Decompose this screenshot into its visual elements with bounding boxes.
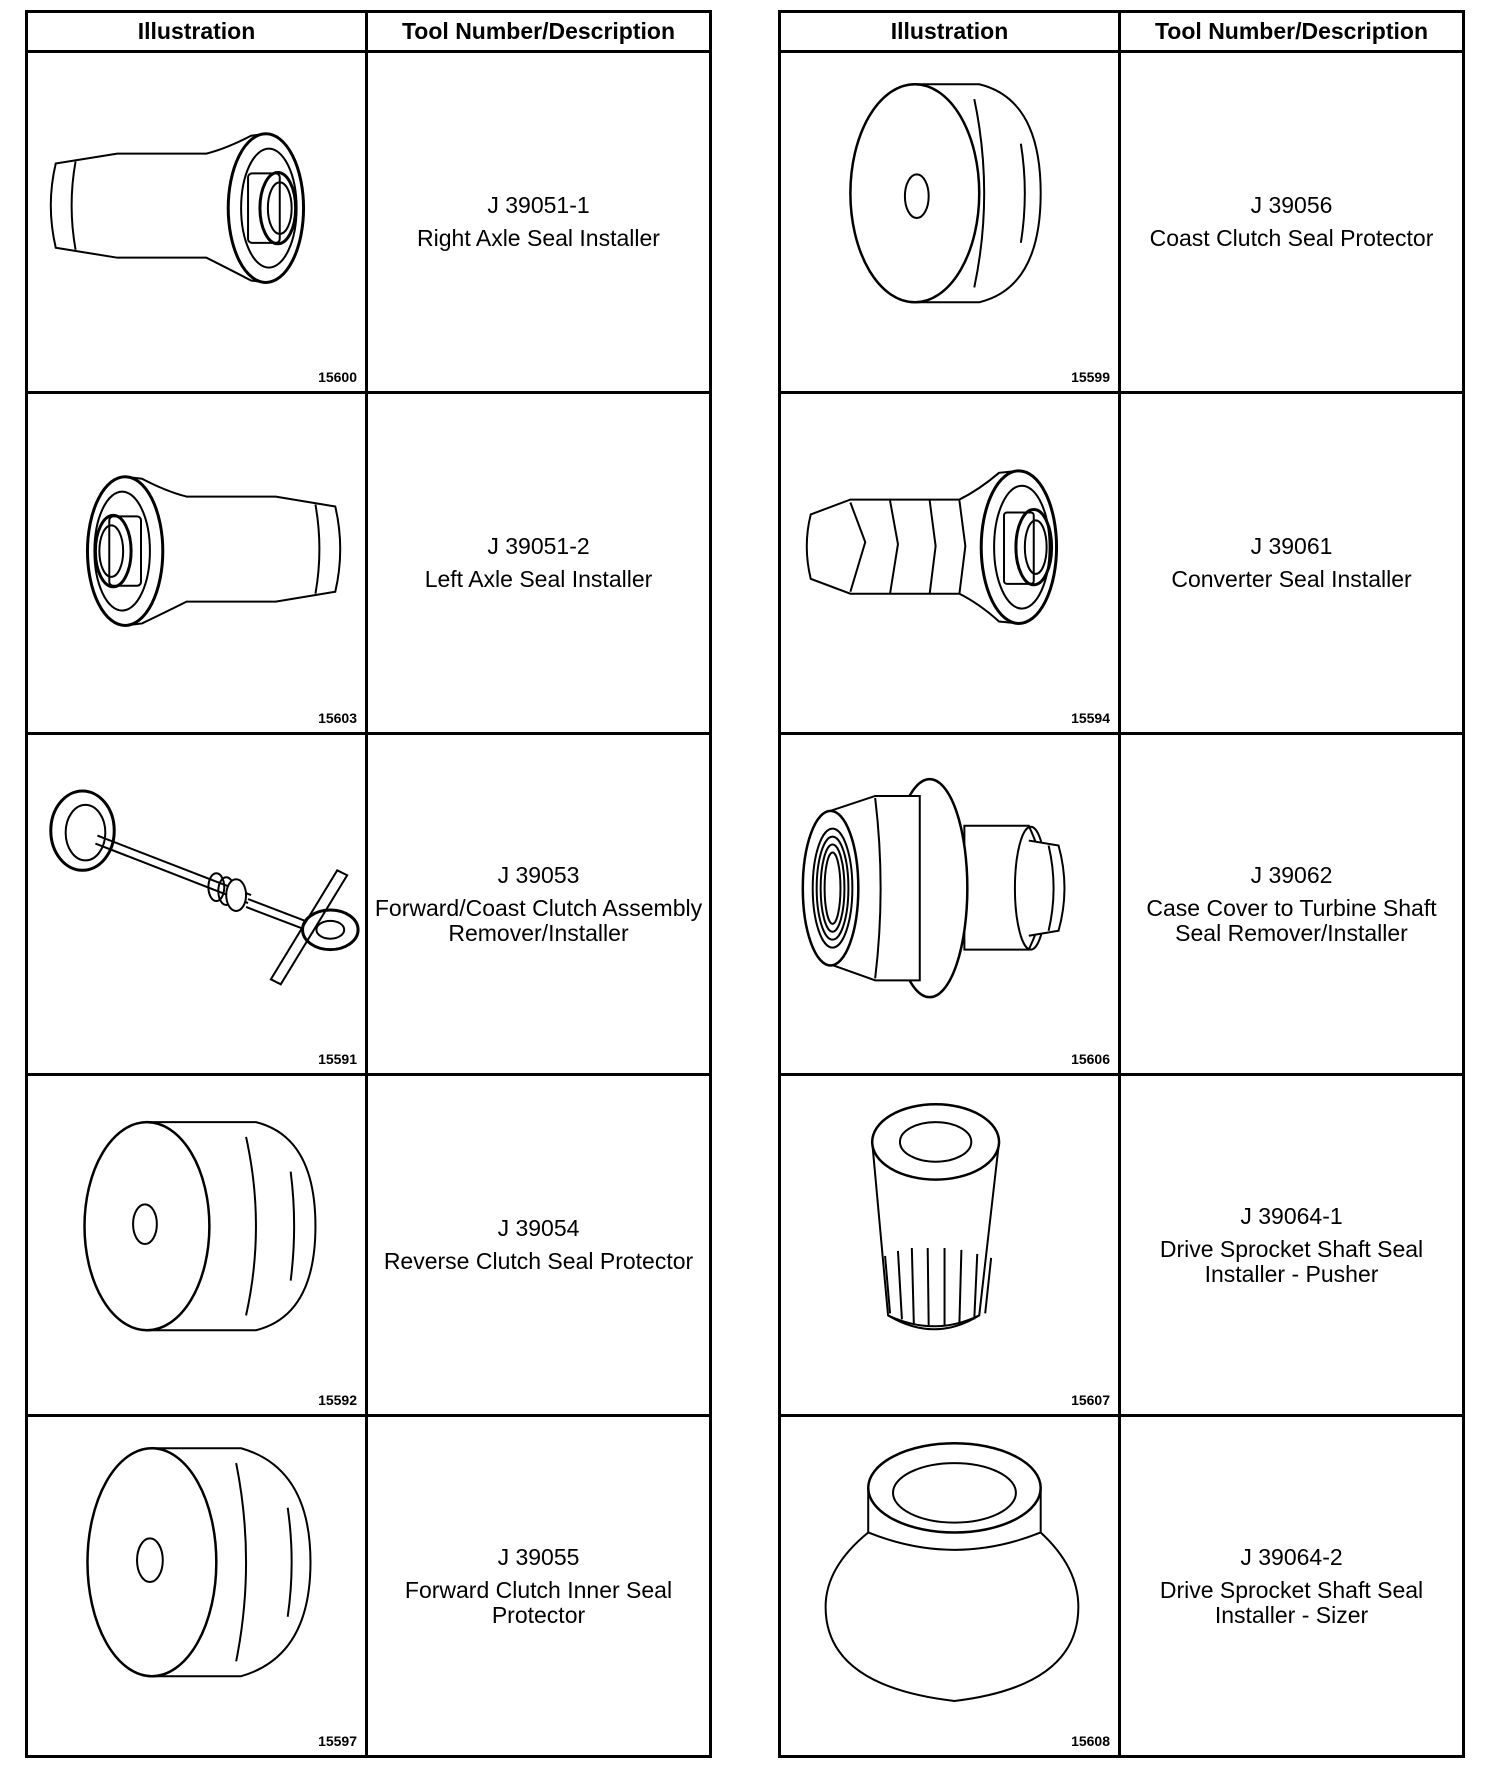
right-axle-seal-installer-icon (28, 53, 365, 391)
threaded-seal-remover-icon (781, 735, 1118, 1073)
tool-description-cell (367, 393, 711, 734)
tool-table-right (778, 10, 1465, 1758)
tool-description: Drive Sprocket Shaft Seal Installer - Sizer (1159, 1576, 1424, 1628)
tool-description: Right Axle Seal Installer (417, 225, 660, 251)
figure-number: 15603 (318, 710, 357, 726)
pusher-sleeve-icon (781, 1076, 1118, 1414)
illustration-cell (27, 1416, 367, 1757)
tool-number: J 39053 (497, 861, 580, 888)
left-axle-seal-installer-icon (28, 394, 365, 732)
tool-description: Forward Clutch Inner Seal Protector (404, 1576, 673, 1628)
tool-description-cell (1120, 393, 1464, 734)
tool-description-cell (367, 1075, 711, 1416)
converter-seal-installer-icon (781, 394, 1118, 732)
figure-number: 15600 (318, 369, 357, 385)
tool-description: Case Cover to Turbine Shaft Seal Remover/Installer (1146, 894, 1437, 946)
tool-header: Tool Number/Description (1120, 12, 1464, 52)
tool-description-cell (1120, 52, 1464, 393)
tool-description: Drive Sprocket Shaft Seal Installer - Pusher (1159, 1235, 1424, 1287)
tool-description-cell (1120, 1416, 1464, 1757)
tool-description: Converter Seal Installer (1171, 566, 1412, 592)
tool-number: J 39064-2 (1240, 1543, 1343, 1570)
illustration-cell (780, 734, 1120, 1075)
illustration-cell (27, 734, 367, 1075)
tool-number: J 39062 (1250, 861, 1333, 888)
illustration-cell (780, 52, 1120, 393)
figure-number: 15592 (318, 1392, 357, 1408)
tool-number: J 39051-1 (487, 192, 590, 218)
illustration-cell (780, 1416, 1120, 1757)
table-row (27, 734, 711, 1075)
illustration-cell (27, 393, 367, 734)
illustration-header: Illustration (27, 12, 367, 52)
tool-description: Reverse Clutch Seal Protector (383, 1248, 694, 1274)
figure-number: 15594 (1071, 710, 1110, 726)
tool-number: J 39064-1 (1240, 1202, 1343, 1229)
table-row (780, 52, 1464, 393)
table-row (780, 1075, 1464, 1416)
table-row (27, 393, 711, 734)
figure-number: 15608 (1071, 1733, 1110, 1749)
seal-protector-disc-icon (28, 1076, 365, 1414)
figure-number: 15591 (318, 1051, 357, 1067)
table-row (27, 1416, 711, 1757)
tool-table-left (25, 10, 712, 1758)
table-row (27, 52, 711, 393)
seal-protector-disc-icon (28, 1417, 365, 1755)
figure-number: 15607 (1071, 1392, 1110, 1408)
illustration-cell (27, 1075, 367, 1416)
illustration-cell (780, 1075, 1120, 1416)
clutch-remover-tool-icon (28, 735, 365, 1073)
tool-description: Left Axle Seal Installer (424, 566, 653, 592)
figure-number: 15597 (318, 1733, 357, 1749)
tool-number: J 39061 (1250, 533, 1333, 559)
figure-number: 15599 (1071, 369, 1110, 385)
tool-header: Tool Number/Description (367, 12, 711, 52)
figure-number: 15606 (1071, 1051, 1110, 1067)
tool-description: Forward/Coast Clutch Assembly Remover/Installer (374, 894, 703, 946)
tool-number: J 39056 (1250, 192, 1333, 218)
illustration-cell (780, 393, 1120, 734)
tool-number: J 39055 (497, 1543, 580, 1570)
sizer-cup-icon (781, 1417, 1118, 1755)
tool-number: J 39051-2 (487, 533, 590, 559)
tool-description: Coast Clutch Seal Protector (1149, 225, 1434, 251)
table-row (780, 734, 1464, 1075)
table-row (27, 1075, 711, 1416)
tool-description-cell (1120, 1075, 1464, 1416)
table-row (780, 1416, 1464, 1757)
tool-description-cell (1120, 734, 1464, 1075)
seal-protector-disc-icon (781, 53, 1118, 391)
tool-number: J 39054 (497, 1215, 580, 1241)
tool-description-cell (367, 1416, 711, 1757)
tool-description-cell (367, 52, 711, 393)
tool-description-cell (367, 734, 711, 1075)
illustration-cell (27, 52, 367, 393)
table-row (780, 393, 1464, 734)
illustration-header: Illustration (780, 12, 1120, 52)
